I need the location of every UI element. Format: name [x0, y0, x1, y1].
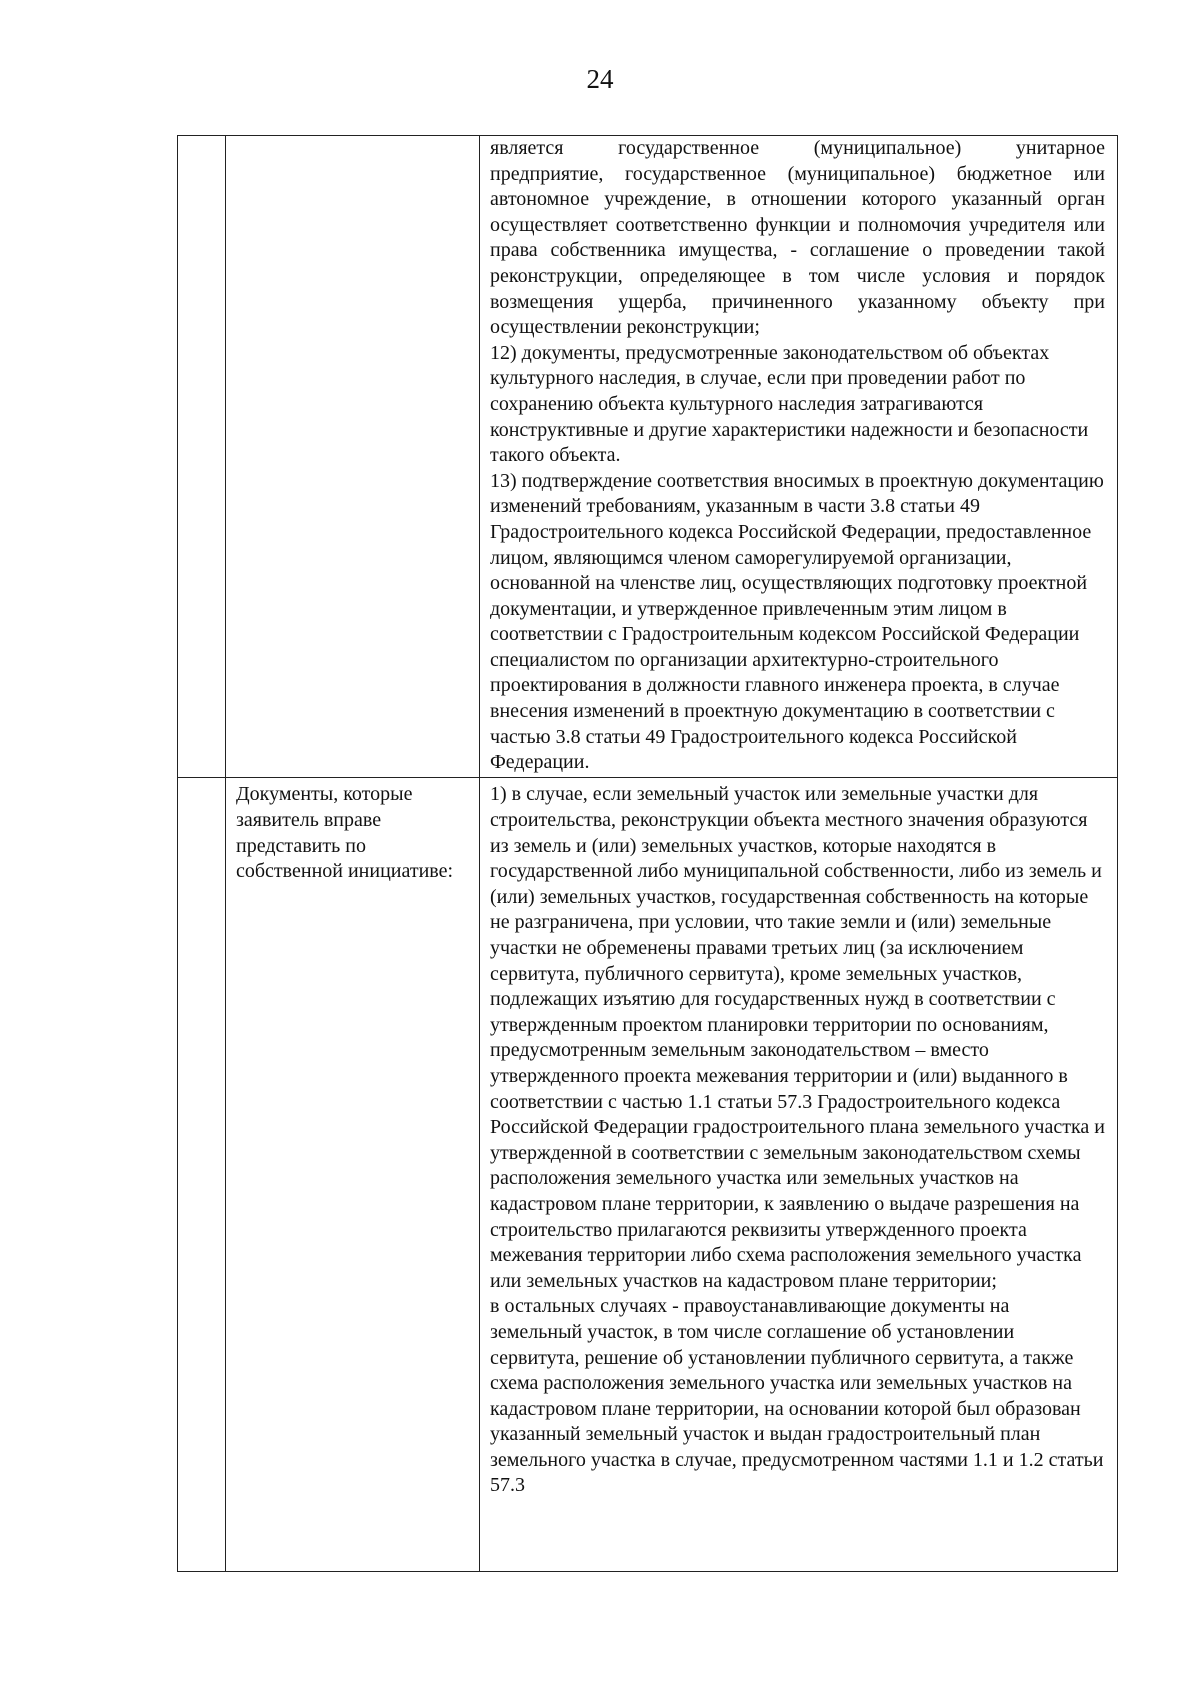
- paragraph-item-13: 13) подтверждение соответствия вносимых в проектную документацию изменений требованиям, указанным в части 3.8 статьи 49 Градостроительного кодекса Российской Федерации, предоставленное лицом, являющимся членом саморегулируемой организации, основанной на членстве лиц, осуществляющих подготовку проектной документации, и утвержденное привлеченным этим лицом в соответствии с Градостроительным кодексом Российской Федерации специалистом по организации архитектурно-строительного проектирования в должности главного инженера проекта, в случае внесения изменений в проектную документацию в соответствии с частью 3.8 статьи 49 Градостроительного кодекса Российской Федерации.: [490, 469, 1104, 774]
- table-row: [178, 136, 1118, 778]
- table-cell-number: [178, 136, 226, 778]
- paragraph-continuation: предприятие, государственное (муниципальное) бюджетное или автономное учреждение, в отношении которого указанный орган осуществляет соответственно функции и полномочия учредителя или права собственника имущества, - соглашение о проведении такой реконструкции, определяющее в том числе условия и порядок возмещения ущерба, причиненного указанному объекту при осуществлении реконструкции;: [490, 162, 1105, 339]
- paragraph-item-1: 1) в случае, если земельный участок или земельные участки для строительства, реконструкции объекта местного значения образуются из земель и (или) земельных участков, которые находятся в государственной либо муниципальной собственности, либо из земель и (или) земельных участков, государственная собственность на которые не разграничена, при условии, что такие земли и (или) земельные участки не обременены правами третьих лиц (за исключением сервитута, публичного сервитута), кроме земельных участков, подлежащих изъятию для государственных нужд в соответствии с утвержденным проектом планировки территории по основаниям, предусмотренным земельным законодательством – вместо утвержденного проекта межевания территории и (или) выданного в соответствии с частью 1.1 статьи 57.3 Градостроительного кодекса Российской Федерации градостроительного плана земельного участка и утвержденной в соответствии с земельным законодательством схемы расположения земельного участка или земельных участков на кадастровом плане территории, к заявлению о выдаче разрешения на строительство прилагаются реквизиты утвержденного проекта межевания территории либо схема расположения земельного участка или земельных участков на кадастровом плане территории;: [490, 783, 1105, 1292]
- table-cell-label: [226, 778, 480, 1572]
- table-cell-content: [480, 778, 1118, 1572]
- table-row: [178, 778, 1118, 1572]
- paragraph-continuation-first-line: является государственное (муниципальное) унитарное: [490, 137, 1105, 159]
- paragraph-item-12: 12) документы, предусмотренные законодательством об объектах культурного наследия, в случае, если при проведении работ по сохранению объекта культурного наследия затрагиваются конструктивные и другие характеристики надежности и безопасности такого объекта.: [490, 341, 1089, 467]
- table-cell-content: [480, 136, 1118, 778]
- page-number: 24: [586, 64, 614, 94]
- row-label: Документы, которые заявитель вправе представить по собственной инициативе:: [236, 783, 454, 883]
- table-cell-label: [226, 136, 480, 778]
- cell-text: [480, 778, 1117, 1499]
- table-cell-number: [178, 778, 226, 1572]
- paragraph-other-cases: в остальных случаях - правоустанавливающие документы на земельный участок, в том числе соглашение об установлении сервитута, решение об установлении публичного сервитута, а также схема расположения земельного участка или земельных участков на кадастровом плане территории, на основании которой был образован указанный земельный участок и выдан градостроительный план земельного участка в случае, предусмотренном частями 1.1 и 1.2 статьи 57.3: [490, 1295, 1104, 1497]
- document-table: [177, 135, 1118, 1572]
- cell-text: [480, 136, 1117, 776]
